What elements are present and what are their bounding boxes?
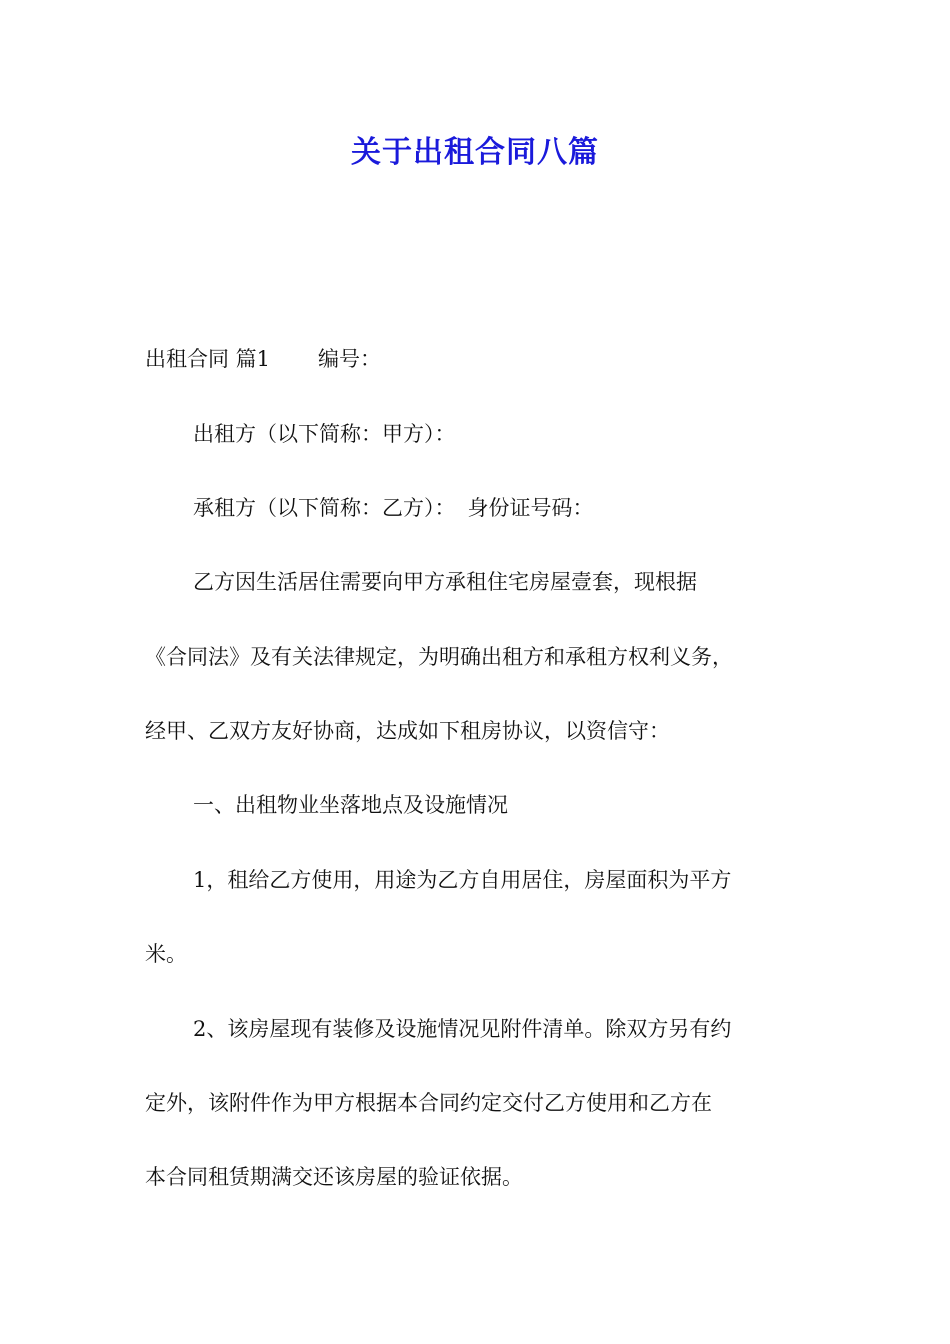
lessee-label: 承租方（以下简称：乙方）： [193, 496, 456, 520]
number-label: 编号： [318, 347, 382, 371]
lessee-line [193, 493, 594, 523]
clause-2-line-2: 定外，该附件作为甲方根据本合同约定交付乙方使用和乙方在 [145, 1091, 712, 1115]
clause-1-line-1: 1，租给乙方使用，用途为乙方自用居住，房屋面积为平方 [193, 868, 732, 892]
intro-line-1: 乙方因生活居住需要向甲方承租住宅房屋壹套，现根据 [193, 570, 697, 594]
section-label: 出租合同 篇1 [145, 347, 271, 371]
header-line [145, 344, 381, 374]
intro-line-2: 《合同法》及有关法律规定，为明确出租方和承租方权利义务， [145, 645, 733, 669]
intro-line-3: 经甲、乙双方友好协商，达成如下租房协议，以资信守： [145, 719, 670, 743]
clause-1-line-2: 米。 [145, 942, 187, 966]
clause-2-line-1: 2、该房屋现有装修及设施情况见附件清单。除双方另有约 [193, 1017, 732, 1041]
lessor-line: 出租方（以下简称：甲方）： [193, 422, 456, 446]
section-one-heading: 一、出租物业坐落地点及设施情况 [193, 793, 508, 817]
document-title: 关于出租合同八篇 [351, 135, 599, 170]
clause-2-line-3: 本合同租赁期满交还该房屋的验证依据。 [145, 1165, 523, 1189]
id-number-label: 身份证号码： [467, 496, 594, 520]
